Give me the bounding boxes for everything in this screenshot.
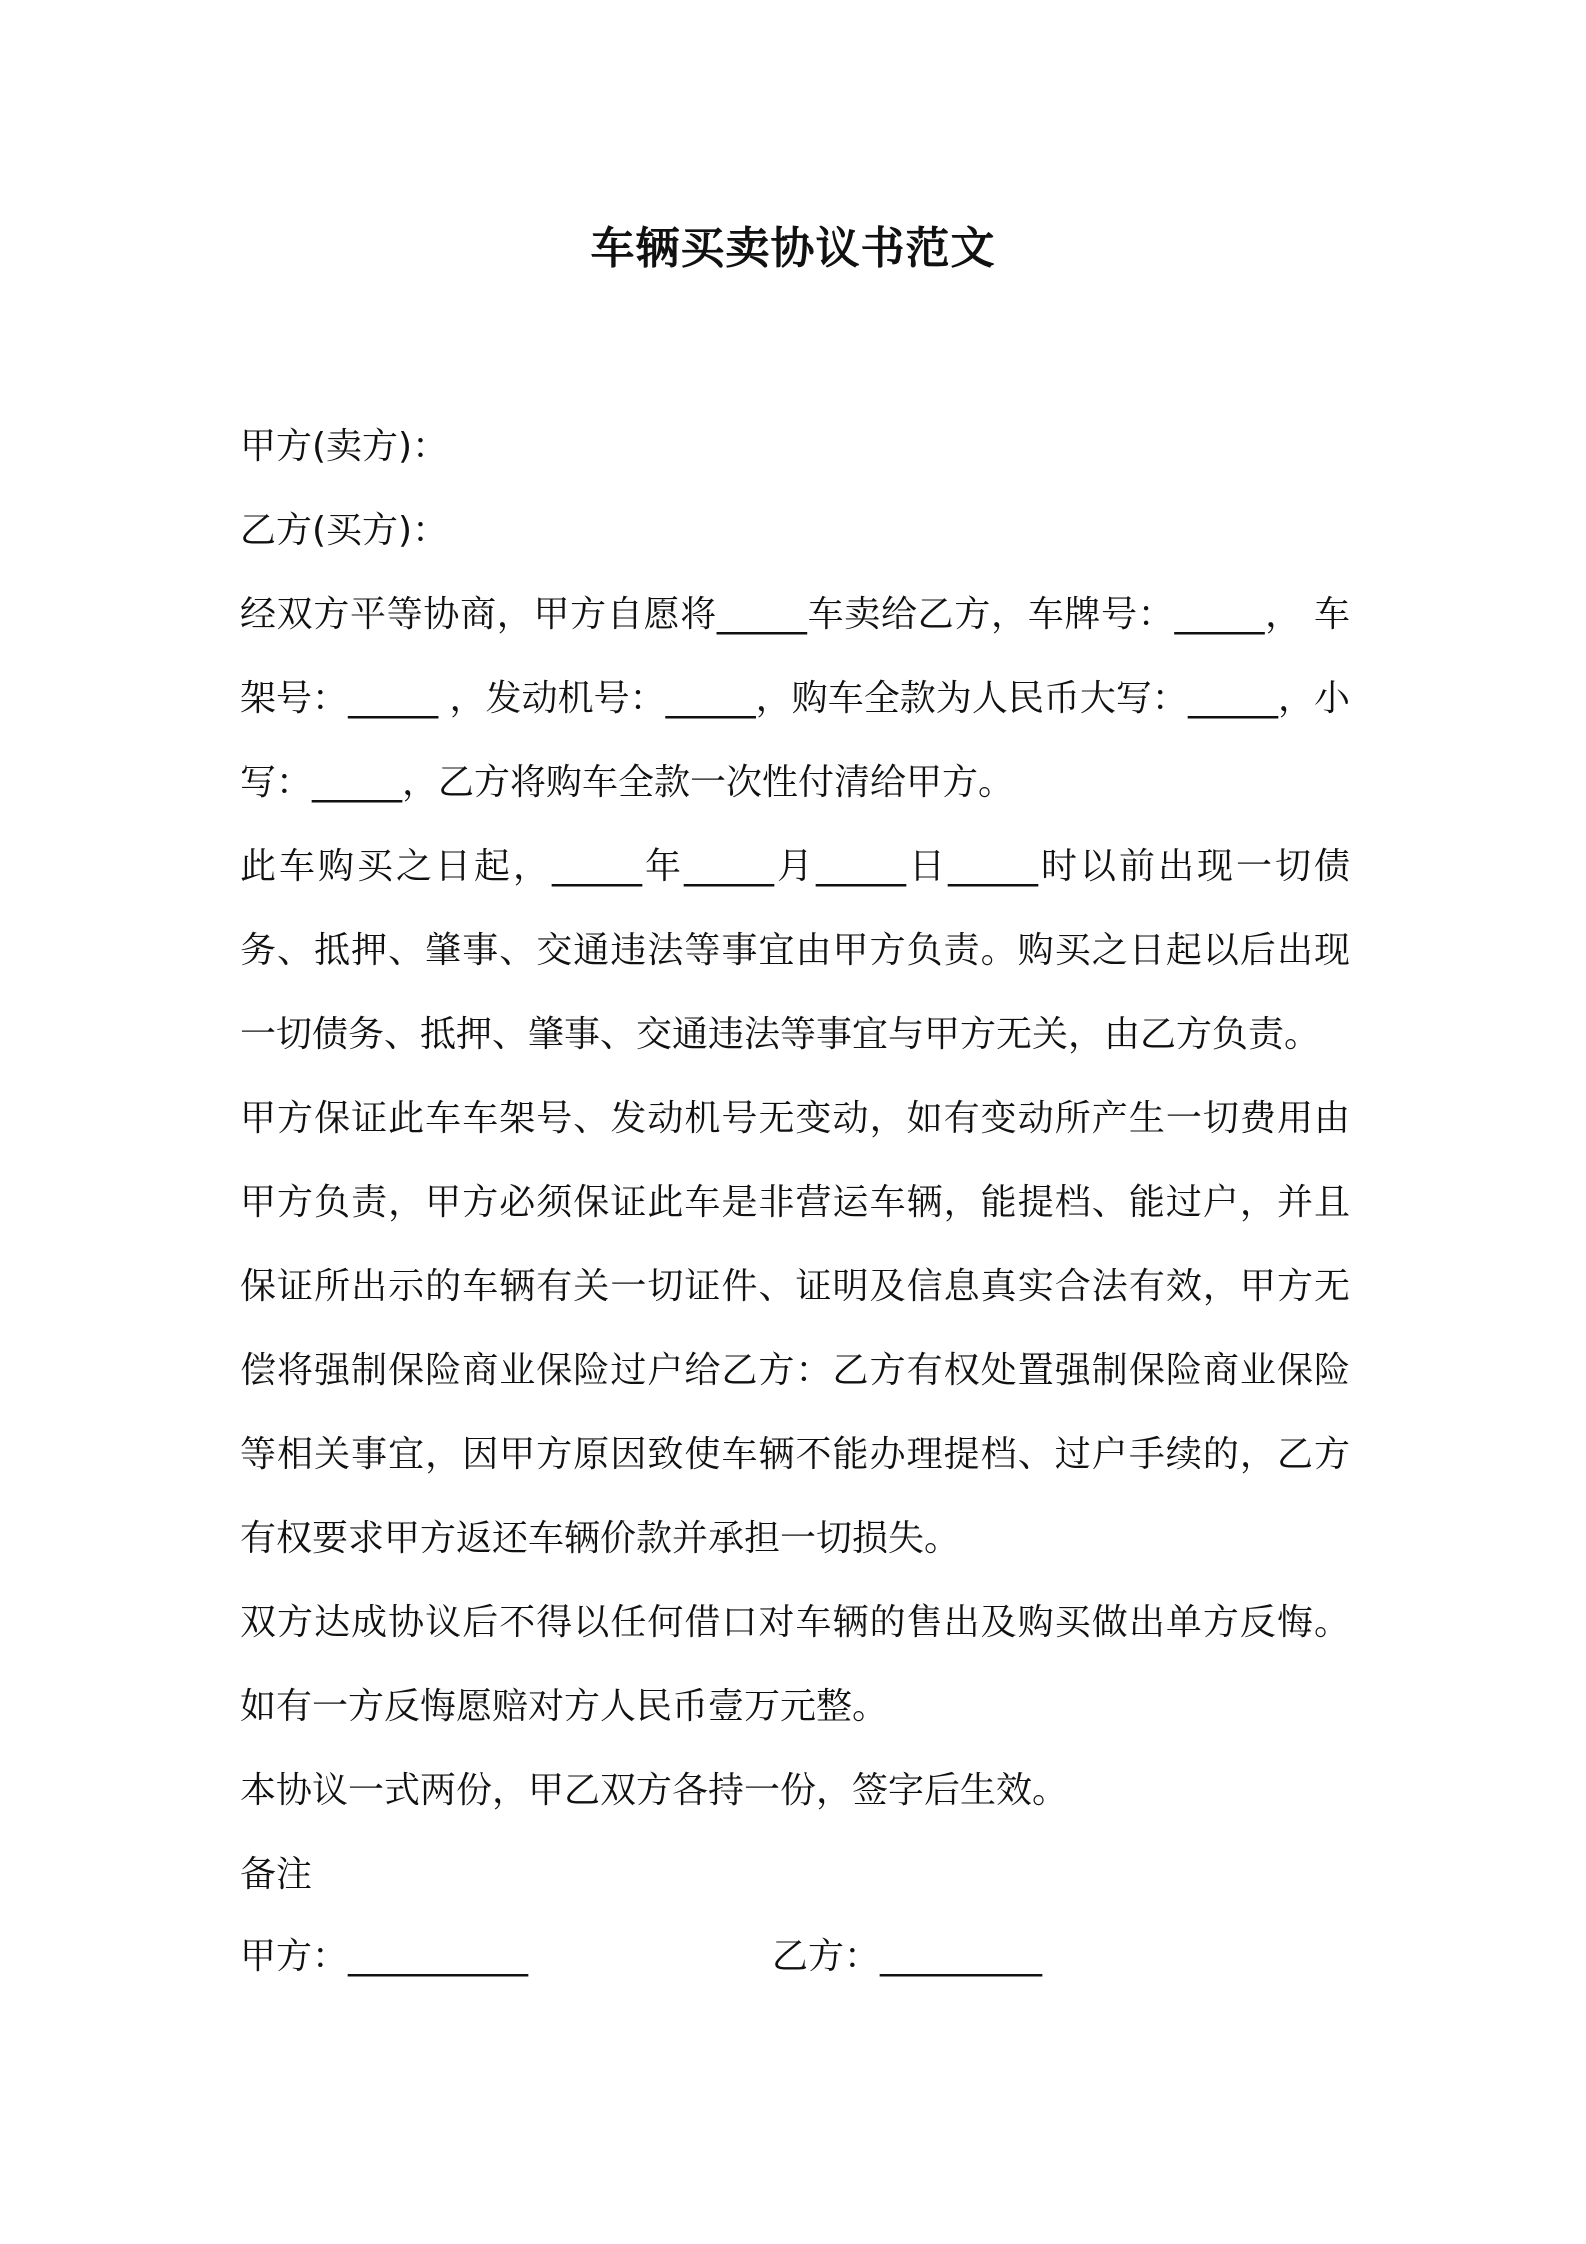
document-title: 车辆买卖协议书范文 xyxy=(590,223,996,274)
seller-guarantee-clause: 甲方保证此车车架号、发动机号无变动，如有变动所产生一切费用由甲方负责，甲方必须保证此车是非营运车辆，能提档、能过户，并且保证所出示的车辆有关一切证件、证明及信息真实合法有效，甲方无偿将强制保险商业保险过户给乙方：乙方有权处置强制保险商业保险等相关事宜，因甲方原因致使车辆不能办理提档、过户手续的，乙方有权要求甲方返还车辆价款并承担一切损失。 xyxy=(240,1098,1350,1559)
vehicle-sale-clause: 经双方平等协商，甲方自愿将_____车卖给乙方，车牌号：_____， 车架号：_____ ，发动机号：_____，购车全款为人民币大写：_____，小写：_____，乙方将购车全款一次性付清给甲方。 xyxy=(240,594,1350,803)
signature-area xyxy=(240,1915,1350,1999)
party-a-signature-line: 甲方：__________ xyxy=(240,1936,529,1977)
remarks-label: 备注 xyxy=(240,1854,313,1895)
copies-clause: 本协议一式两份，甲乙双方各持一份，签字后生效。 xyxy=(240,1770,1069,1811)
document-body xyxy=(240,405,1350,1917)
party-a-seller-line: 甲方(卖方)： xyxy=(240,426,449,467)
liability-date-clause: 此车购买之日起，_____年_____月_____日_____时以前出现一切债务、抵押、肇事、交通违法等事宜由甲方负责。购买之日起以后出现一切债务、抵押、肇事、交通违法等事宜与甲方无关，由乙方负责。 xyxy=(240,846,1350,1055)
party-b-signature-line: 乙方：_________ xyxy=(772,1936,1043,1977)
no-regret-clause: 双方达成协议后不得以任何借口对车辆的售出及购买做出单方反悔。如有一方反悔愿赔对方人民币壹万元整。 xyxy=(240,1602,1350,1727)
party-b-buyer-line: 乙方(买方)： xyxy=(240,510,449,551)
